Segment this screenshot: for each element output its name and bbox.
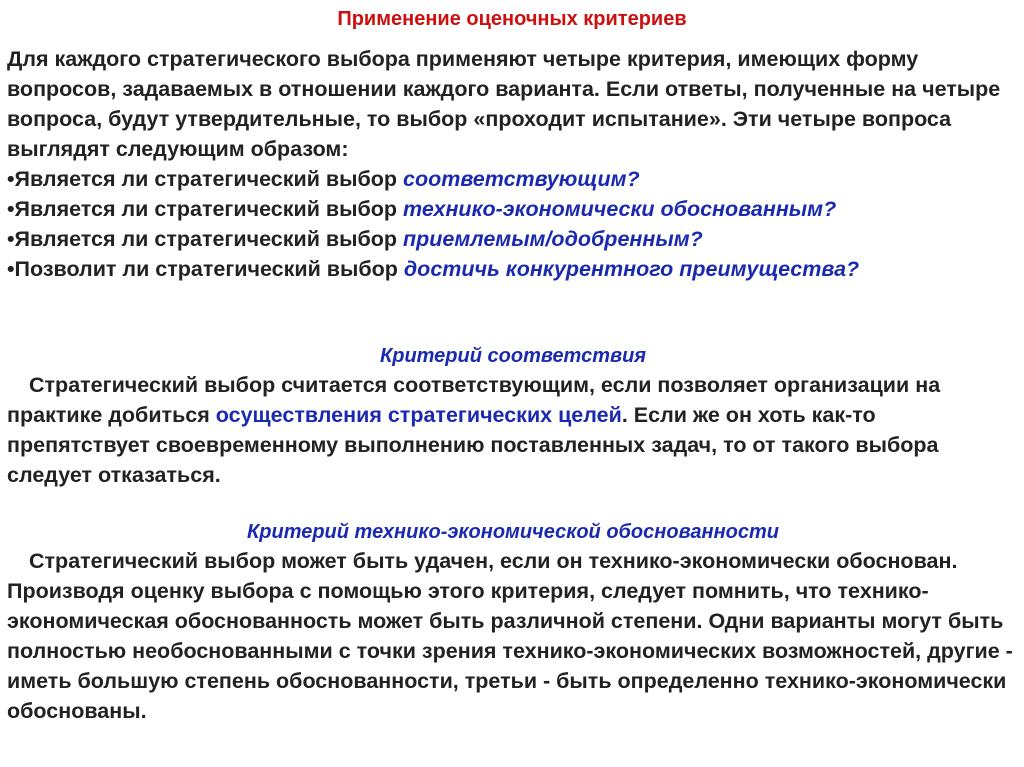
bullet-highlight: соответствующим?: [402, 167, 640, 191]
section-conformity: [7, 342, 1019, 490]
bullet-item: [7, 164, 1019, 194]
slide-title: Применение оценочных критериев: [337, 8, 687, 30]
section-feasibility: [7, 518, 1019, 726]
bullet-prefix: •Является ли стратегический выбор: [7, 197, 403, 221]
bullet-item: [7, 254, 1019, 284]
bullet-highlight: достичь конкурентного преимущества?: [403, 257, 860, 281]
bullet-highlight: технико-экономически обоснованным?: [402, 197, 837, 221]
section-paragraph: Стратегический выбор может быть удачен, если он технико-экономически обоснован. Производя оценку выбора с помощью этого критерия, следует помнить, что технико-экономическая обоснованность может быть различной степени. Одни варианты могут быть полностью необоснованными с точки зрения технико-экономических возможностей, другие - иметь большую степень обоснованности, третьи - быть определенно технико-экономически обоснованы.: [7, 549, 1013, 723]
bullet-item: [7, 224, 1019, 254]
bullet-prefix: •Является ли стратегический выбор: [7, 227, 403, 251]
intro-paragraph: Для каждого стратегического выбора применяют четыре критерия, имеющих форму вопросов, задаваемых в отношении каждого варианта. Если ответы, полученные на четыре вопроса, будут утвердительные, то выбор «проходит испытание». Эти четыре вопроса выглядят следующим образом:: [7, 47, 1001, 161]
bullet-item: [7, 194, 1019, 224]
section-paragraph: [7, 370, 1019, 490]
bullet-prefix: •Является ли стратегический выбор: [7, 167, 403, 191]
bullet-highlight: приемлемым/одобренным?: [402, 227, 703, 251]
paragraph-text: Стратегический выбор считается соответствующим, если позволяет организации на практике добиться: [7, 373, 941, 427]
section-title: Критерий соответствия: [379, 345, 647, 367]
section-title: Критерий технико-экономической обоснованности: [246, 521, 780, 543]
paragraph-text: . Если же он хоть как-то препятствует своевременному выполнению поставленных задач, то от такого выбора следует отказаться.: [7, 403, 939, 487]
bullet-prefix: •Позволит ли стратегический выбор: [7, 257, 404, 281]
paragraph-highlight: осуществления стратегических целей: [215, 403, 622, 427]
intro-block: [7, 44, 1019, 284]
